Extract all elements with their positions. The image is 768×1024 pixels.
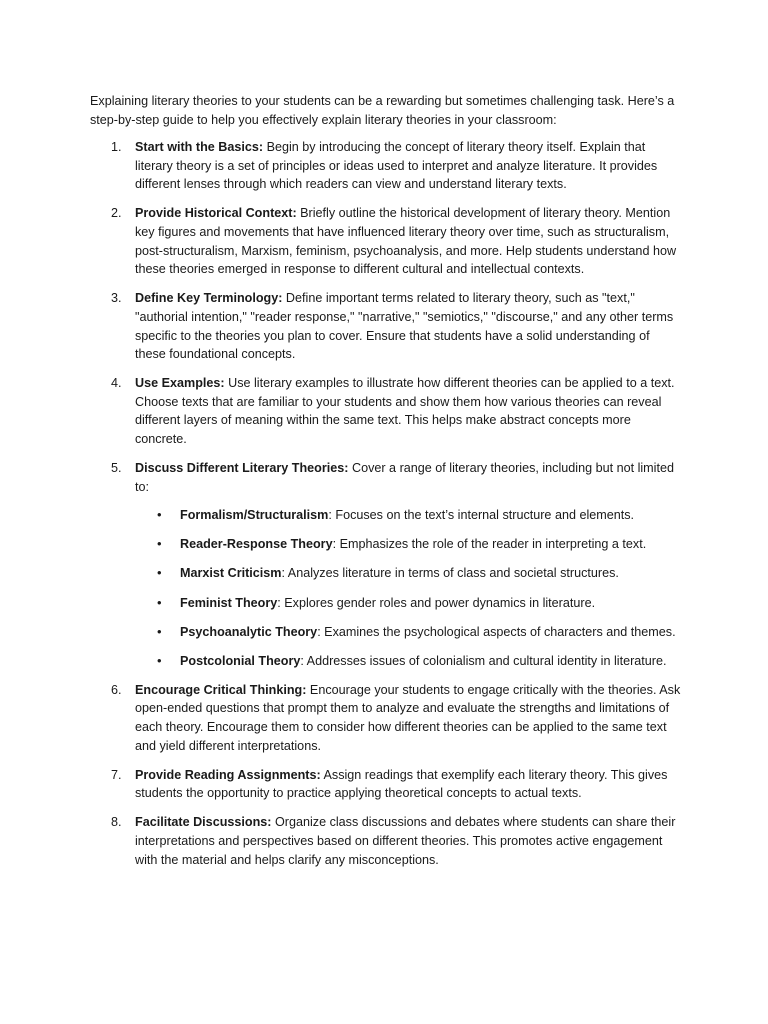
bullet-icon: • <box>157 594 162 610</box>
item-lead: Use Examples: <box>135 376 225 391</box>
item-text: Briefly outline the historical development of literary theory. Mention key figures and movements that have influenced literary theory over time, such as structuralism, post-structuralism, Marxism, feminism, psychoanalysis, and more. Help students understand how these theories emerged in response to different cultural and intellectual contexts. <box>135 206 677 277</box>
bullet-icon: • <box>157 652 162 668</box>
intro-paragraph: Explaining literary theories to your students can be a rewarding but sometimes challenging task. Here’s a step-by-step guide to help you effectively explain literary theories in your classroom: <box>90 94 675 127</box>
bullet-icon: • <box>157 536 162 552</box>
list-item-facilitate-discussions <box>90 813 682 869</box>
steps-list <box>90 138 682 869</box>
item-text: Define important terms related to literary theory, such as "text," "authorial intention," "reader response," "narrative," "semiotics," "discourse," and any other terms specific to the theories you plan to cover. Ensure that students have a solid understanding of these foundational concepts. <box>135 291 674 362</box>
item-text: Assign readings that exemplify each literary theory. This gives students the opportunity to practice applying theoretical concepts to actual texts. <box>135 767 668 801</box>
list-number: 5. <box>111 461 122 476</box>
list-number: 8. <box>111 815 122 830</box>
list-number: 3. <box>111 291 122 306</box>
theory-desc: : Focuses on the text’s internal structure and elements. <box>328 508 635 523</box>
item-text: Organize class discussions and debates where students can share their interpretations and perspectives based on different theories. This promotes active engagement with the material and helps clarify any misconceptions. <box>135 815 676 867</box>
list-item-key-terminology <box>90 289 682 363</box>
theory-term: Feminist Theory <box>180 595 278 610</box>
list-item-historical-context <box>90 204 682 278</box>
list-number: 6. <box>111 682 122 697</box>
theory-item-marxist <box>135 564 682 583</box>
bullet-icon: • <box>157 623 162 639</box>
item-text: Begin by introducing the concept of literary theory itself. Explain that literary theory is a set of principles or ideas used to interpret and analyze literature. It provides different lenses through which readers can view and understand literary texts. <box>135 140 658 192</box>
item-lead: Define Key Terminology: <box>135 291 283 306</box>
item-text: Use literary examples to illustrate how different theories can be applied to a text. Choose texts that are familiar to your students and show them how various theories can reveal different layers of meaning within the same text. This helps make abstract concepts more concrete. <box>135 376 675 446</box>
bullet-icon: • <box>157 565 162 581</box>
theory-desc: : Emphasizes the role of the reader in interpreting a text. <box>332 537 647 552</box>
list-item-start-with-basics <box>90 138 682 194</box>
theory-term: Postcolonial Theory <box>180 653 301 668</box>
item-text: Encourage your students to engage critically with the theories. Ask open-ended questions that prompt them to analyze and evaluate the strengths and limitations of each theory. Encourage them to consider how different theories can be applied to the same text and yield different interpretations. <box>135 682 681 753</box>
theory-item-reader-response <box>135 535 682 554</box>
item-text: Cover a range of literary theories, including but not limited to: <box>135 461 674 494</box>
list-item-literary-theories <box>90 459 682 670</box>
item-lead: Provide Historical Context: <box>135 206 297 221</box>
list-number: 2. <box>111 206 122 221</box>
theory-desc: : Explores gender roles and power dynamics in literature. <box>277 595 596 610</box>
theory-desc: : Analyzes literature in terms of class and societal structures. <box>281 566 619 581</box>
theory-desc: : Addresses issues of colonialism and cultural identity in literature. <box>300 653 667 668</box>
theory-term: Marxist Criticism <box>180 566 282 581</box>
theory-desc: : Examines the psychological aspects of characters and themes. <box>317 624 676 639</box>
bullet-icon: • <box>157 507 162 523</box>
list-item-reading-assignments <box>90 766 682 803</box>
theory-item-psychoanalytic <box>135 623 682 642</box>
theory-item-feminist <box>135 594 682 613</box>
item-lead: Start with the Basics: <box>135 140 264 155</box>
list-number: 4. <box>111 376 122 391</box>
item-lead: Encourage Critical Thinking: <box>135 682 307 697</box>
item-lead: Facilitate Discussions: <box>135 815 272 830</box>
document-page <box>90 92 682 880</box>
theories-list <box>135 506 682 670</box>
item-lead: Discuss Different Literary Theories: <box>135 461 349 476</box>
theory-term: Formalism/Structuralism <box>180 508 329 523</box>
list-number: 1. <box>111 140 122 155</box>
theory-item-formalism <box>135 506 682 525</box>
theory-term: Psychoanalytic Theory <box>180 624 318 639</box>
list-number: 7. <box>111 767 122 782</box>
item-lead: Provide Reading Assignments: <box>135 767 321 782</box>
list-item-critical-thinking <box>90 681 682 755</box>
list-item-use-examples <box>90 374 682 448</box>
theory-item-postcolonial <box>135 652 682 671</box>
theory-term: Reader-Response Theory <box>180 537 333 552</box>
